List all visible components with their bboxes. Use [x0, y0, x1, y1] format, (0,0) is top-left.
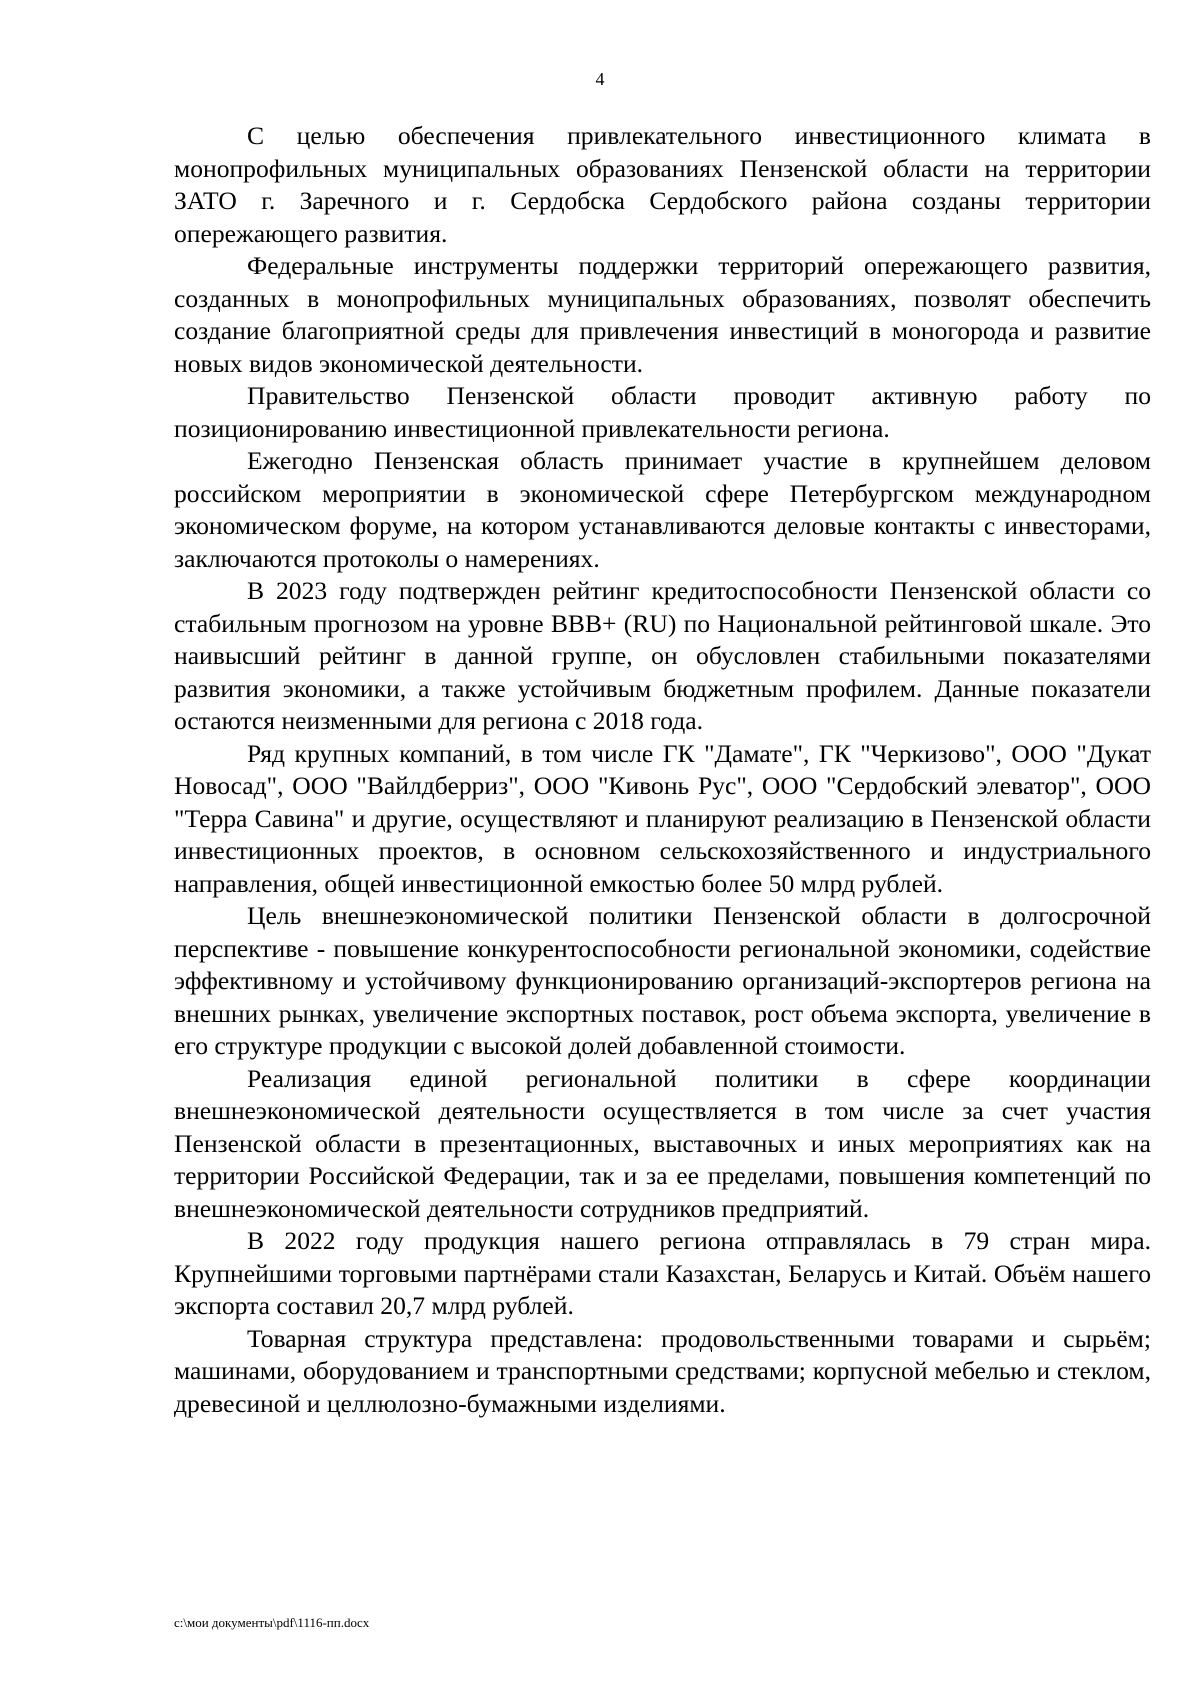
- paragraph: Цель внешнеэкономической политики Пензенской области в долгосрочной перспективе - повышение конкурентоспособности региональной экономики, содействие эффективному и устойчивому функционированию организаций-экспортеров региона на внешних рынках, увеличение экспортных поставок, рост объема экспорта, увеличение в его структуре продукции с высокой долей добавленной стоимости.: [174, 901, 1151, 1060]
- paragraph: Реализация единой региональной политики в сфере координации внешнеэкономической деятельности осуществляется в том числе за счет участия Пензенской области в презентационных, выставочных и иных мероприятиях как на территории Российской Федерации, так и за ее пределами, повышения компетенций по внешнеэкономической деятельности сотрудников предприятий.: [174, 1063, 1151, 1223]
- paragraph: Ежегодно Пензенская область принимает участие в крупнейшем деловом российском мероприятии в экономической сфере Петербургском международном экономическом форуме, на котором устанавливаются деловые контакты с инвесторами, заключаются протоколы о намерениях.: [174, 446, 1151, 573]
- document-body: [174, 120, 1151, 1420]
- page-number: 4: [595, 69, 605, 89]
- paragraph: В 2023 году подтвержден рейтинг кредитоспособности Пензенской области со стабильным прогнозом на уровне BBB+ (RU) по Национальной рейтинговой шкале. Это наивысший рейтинг в данной группе, он обусловлен стабильными показателями развития экономики, а также устойчивым бюджетным профилем. Данные показатели остаются неизменными для региона с 2018 года.: [174, 576, 1151, 735]
- paragraph: Федеральные инструменты поддержки территорий опережающего развития, созданных в монопрофильных муниципальных образованиях, позволят обеспечить создание благоприятной среды для привлечения инвестиций в моногорода и развитие новых видов экономической деятельности.: [174, 251, 1151, 378]
- paragraph: Правительство Пензенской области проводит активную работу по позиционированию инвестиционной привлекательности региона.: [174, 381, 1151, 443]
- paragraph: Ряд крупных компаний, в том числе ГК "Дамате", ГК "Черкизово", ООО "Дукат Новосад", ООО "Вайлдберриз", ООО "Кивонь Рус", ООО "Сердобский элеватор", ООО "Терра Савина" и другие, осуществляют и планируют реализацию в Пензенской области инвестиционных проектов, в основном сельскохозяйственного и индустриального направления, общей инвестиционной емкостью более 50 млрд рублей.: [174, 738, 1151, 898]
- paragraph: Товарная структура представлена: продовольственными товарами и сырьём; машинами, оборудованием и транспортными средствами; корпусной мебелью и стеклом, древесиной и целлюлозно-бумажными изделиями.: [174, 1323, 1151, 1418]
- paragraph: С целью обеспечения привлекательного инвестиционного климата в монопрофильных муниципальных образованиях Пензенской области на территории ЗАТО г. Заречного и г. Сердобска Сердобского района созданы территории опережающего развития.: [174, 121, 1151, 248]
- file-path-footer: c:\мои документы\pdf\1116-пп.docx: [174, 1615, 370, 1630]
- paragraph: В 2022 году продукция нашего региона отправлялась в 79 стран мира. Крупнейшими торговыми партнёрами стали Казахстан, Беларусь и Китай. Объём нашего экспорта составил 20,7 млрд рублей.: [174, 1226, 1151, 1320]
